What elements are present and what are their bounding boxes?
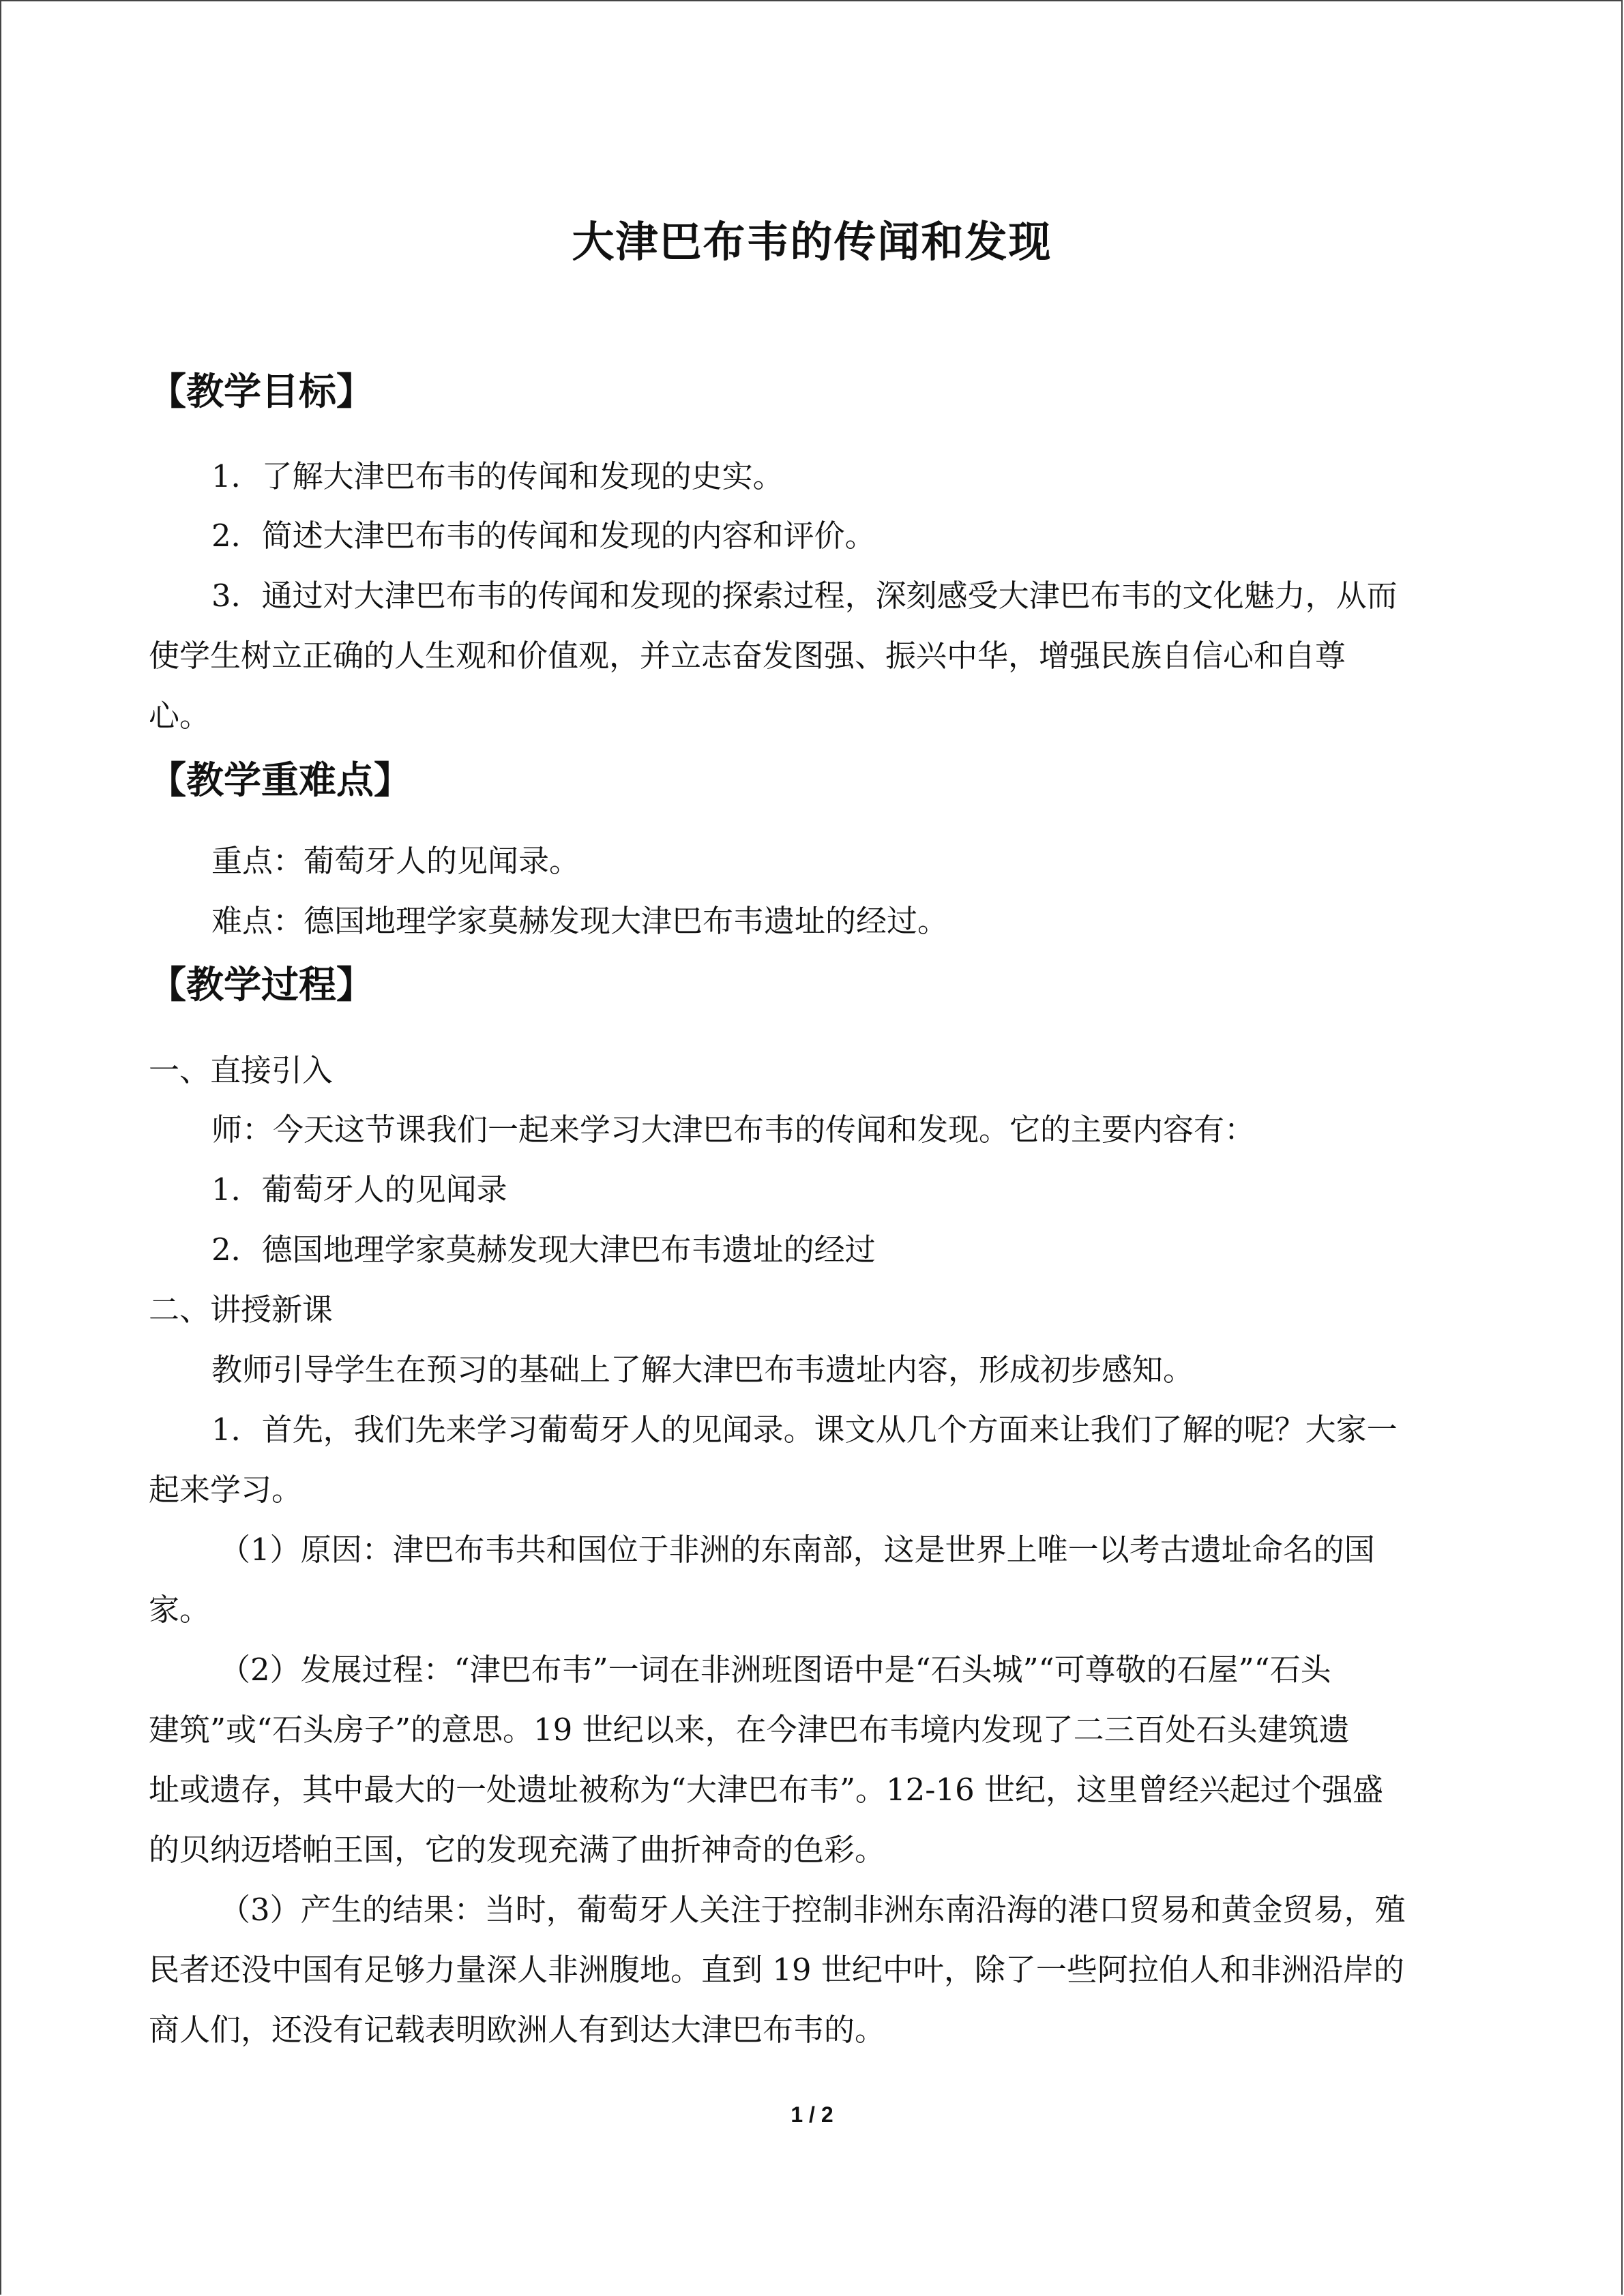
key-point-focus: 重点：葡萄牙人的见闻录。 — [211, 843, 580, 879]
page-number: 1 / 2 — [791, 2102, 833, 2127]
process-part-1-item-1: 1．葡萄牙人的见闻录 — [211, 1172, 507, 1208]
key-point-difficulty: 难点：德国地理学家莫赫发现大津巴布韦遗址的经过。 — [211, 903, 949, 939]
section-heading-process: 【教学过程】 — [149, 963, 374, 1007]
objective-item-3-line-1: 3．通过对大津巴布韦的传闻和发现的探索过程，深刻感受大津巴布韦的文化魅力，从而 — [211, 578, 1398, 614]
document-title: 大津巴布韦的传闻和发现 — [572, 217, 1052, 267]
result-line-3: 商人们，还没有记载表明欧洲人有到达大津巴布韦的。 — [149, 2012, 886, 2048]
cause-line-2: 家。 — [149, 1592, 211, 1628]
process-part-1-text: 师：今天这节课我们一起来学习大津巴布韦的传闻和发现。它的主要内容有： — [211, 1112, 1256, 1148]
section-heading-objectives: 【教学目标】 — [149, 370, 374, 413]
development-line-1: （2）发展过程：“津巴布韦”一词在非洲班图语中是“石头城”“可尊敬的石屋”“石头 — [220, 1652, 1331, 1688]
objective-item-3-line-3: 心。 — [149, 698, 211, 734]
process-part-2-para-1-line-1: 1．首先，我们先来学习葡萄牙人的见闻录。课文从几个方面来让我们了解的呢？大家一 — [211, 1412, 1398, 1448]
section-heading-key-points: 【教学重难点】 — [149, 758, 412, 802]
development-line-4: 的贝纳迈塔帕王国，它的发现充满了曲折神奇的色彩。 — [149, 1832, 886, 1868]
result-line-1: （3）产生的结果：当时，葡萄牙人关注于控制非洲东南沿海的港口贸易和黄金贸易，殖 — [220, 1892, 1406, 1928]
objective-item-1: 1．了解大津巴布韦的传闻和发现的史实。 — [211, 458, 784, 494]
cause-line-1: （1）原因：津巴布韦共和国位于非洲的东南部，这是世界上唯一以考古遗址命名的国 — [220, 1532, 1375, 1568]
result-line-2: 民者还没中国有足够力量深人非洲腹地。直到 19 世纪中叶，除了一些阿拉伯人和非洲沿岸的 — [149, 1952, 1404, 1988]
process-part-1-item-2: 2．德国地理学家莫赫发现大津巴布韦遗址的经过 — [211, 1232, 876, 1268]
process-part-1-heading: 一、直接引入 — [149, 1052, 334, 1088]
process-part-2-text: 教师引导学生在预习的基础上了解大津巴布韦遗址内容，形成初步感知。 — [211, 1352, 1194, 1388]
development-line-2: 建筑”或“石头房子”的意思。19 世纪以来，在今津巴布韦境内发现了二三百处石头建筑遗 — [149, 1712, 1350, 1748]
objective-item-2: 2．简述大津巴布韦的传闻和发现的内容和评价。 — [211, 518, 876, 554]
development-line-3: 址或遗存，其中最大的一处遗址被称为“大津巴布韦”。12-16 世纪，这里曾经兴起过个强盛 — [149, 1772, 1384, 1808]
process-part-2-heading: 二、讲授新课 — [149, 1292, 334, 1328]
process-part-2-para-1-line-2: 起来学习。 — [149, 1472, 303, 1508]
objective-item-3-line-2: 使学生树立正确的人生观和价值观，并立志奋发图强、振兴中华，增强民族自信心和自尊 — [149, 638, 1346, 674]
